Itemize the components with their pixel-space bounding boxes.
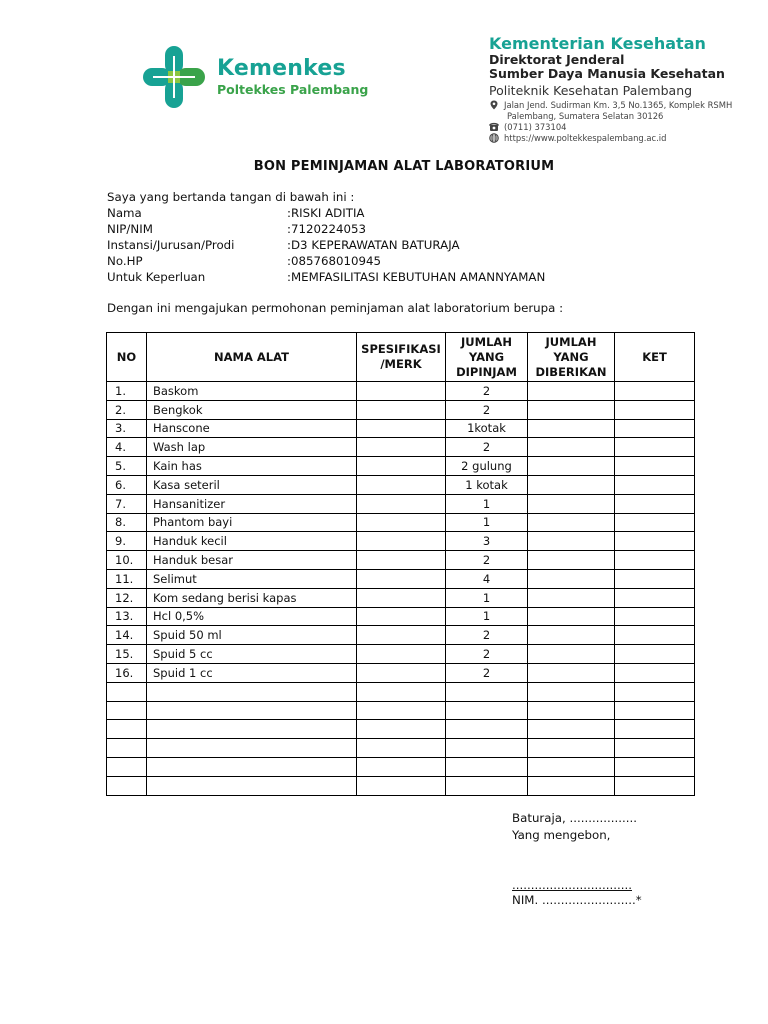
cell-jumlah-diberikan — [528, 438, 615, 457]
cell-ket — [615, 739, 695, 758]
cell-spesifikasi — [357, 682, 446, 701]
phone-row — [489, 122, 566, 132]
cell-spesifikasi — [357, 607, 446, 626]
cell-spesifikasi — [357, 569, 446, 588]
table-row — [107, 701, 695, 720]
cell-ket — [615, 400, 695, 419]
cell-jumlah-diberikan — [528, 701, 615, 720]
cell-jumlah-diberikan — [528, 569, 615, 588]
cell-jumlah-dipinjam — [446, 720, 528, 739]
cell-ket — [615, 588, 695, 607]
cell-jumlah-dipinjam: 1 — [446, 494, 528, 513]
header-no: NO — [107, 333, 147, 382]
cell-jumlah-dipinjam: 3 — [446, 532, 528, 551]
header-spesifikasi-line2: /MERK — [380, 357, 422, 371]
field-value-nip: :7120224053 — [287, 222, 367, 236]
cell-jumlah-diberikan — [528, 400, 615, 419]
field-label-nohp: No.HP — [107, 254, 143, 268]
cell-nama-alat: Kain has — [147, 457, 357, 476]
cell-jumlah-dipinjam — [446, 739, 528, 758]
cell-no: 11. — [107, 569, 147, 588]
address-line1: Jalan Jend. Sudirman Km. 3,5 No.1365, Komplek RSMH — [504, 100, 733, 110]
cell-no: 6. — [107, 475, 147, 494]
directorate-line2: Sumber Daya Manusia Kesehatan — [489, 66, 725, 81]
table-row — [107, 645, 695, 664]
cell-no — [107, 776, 147, 795]
phone-icon — [489, 122, 499, 132]
cell-spesifikasi — [357, 720, 446, 739]
header-dipinjam-line3: DIPINJAM — [456, 364, 517, 379]
cell-no: 14. — [107, 626, 147, 645]
table-row — [107, 494, 695, 513]
field-label-keperluan: Untuk Keperluan — [107, 270, 206, 284]
cell-jumlah-dipinjam: 1kotak — [446, 419, 528, 438]
cell-nama-alat — [147, 739, 357, 758]
cell-jumlah-dipinjam: 1 — [446, 607, 528, 626]
location-pin-icon — [489, 100, 499, 110]
cell-jumlah-dipinjam: 2 — [446, 438, 528, 457]
document-title: BON PEMINJAMAN ALAT LABORATORIUM — [253, 159, 555, 174]
kemenkes-logo-icon — [143, 46, 205, 108]
cell-jumlah-diberikan — [528, 551, 615, 570]
table-row — [107, 626, 695, 645]
cell-ket — [615, 457, 695, 476]
cell-no: 5. — [107, 457, 147, 476]
cell-spesifikasi — [357, 457, 446, 476]
cell-nama-alat: Handuk besar — [147, 551, 357, 570]
cell-spesifikasi — [357, 494, 446, 513]
cell-no: 8. — [107, 513, 147, 532]
header-nama-alat: NAMA ALAT — [147, 333, 357, 382]
brand-name: Kemenkes — [217, 56, 346, 81]
cell-no: 4. — [107, 438, 147, 457]
cell-jumlah-diberikan — [528, 588, 615, 607]
table-row — [107, 551, 695, 570]
cell-ket — [615, 569, 695, 588]
cell-ket — [615, 419, 695, 438]
cell-nama-alat: Hcl 0,5% — [147, 607, 357, 626]
cell-nama-alat: Spuid 5 cc — [147, 645, 357, 664]
cell-no — [107, 757, 147, 776]
cell-spesifikasi — [357, 382, 446, 401]
cell-spesifikasi — [357, 645, 446, 664]
globe-icon — [489, 133, 499, 143]
cell-spesifikasi — [357, 532, 446, 551]
cell-jumlah-dipinjam: 2 — [446, 400, 528, 419]
header-jumlah-diberikan — [528, 333, 615, 382]
cell-ket — [615, 532, 695, 551]
cell-nama-alat: Spuid 1 cc — [147, 663, 357, 682]
cell-nama-alat: Kom sedang berisi kapas — [147, 588, 357, 607]
address-line2: Palembang, Sumatera Selatan 30126 — [507, 111, 664, 121]
cell-jumlah-dipinjam — [446, 682, 528, 701]
header-dipinjam-line2: YANG — [468, 349, 505, 364]
cell-jumlah-diberikan — [528, 626, 615, 645]
cell-ket — [615, 626, 695, 645]
cell-jumlah-dipinjam: 2 gulung — [446, 457, 528, 476]
table-row — [107, 475, 695, 494]
cell-nama-alat: Handuk kecil — [147, 532, 357, 551]
cell-jumlah-dipinjam: 2 — [446, 645, 528, 664]
cell-ket — [615, 645, 695, 664]
cell-nama-alat — [147, 720, 357, 739]
table-row — [107, 569, 695, 588]
cell-ket — [615, 551, 695, 570]
field-value-instansi: :D3 KEPERAWATAN BATURAJA — [287, 238, 460, 252]
cell-jumlah-dipinjam: 1 — [446, 588, 528, 607]
table-row — [107, 663, 695, 682]
cell-jumlah-dipinjam: 4 — [446, 569, 528, 588]
header-jumlah-dipinjam — [446, 333, 528, 382]
table-row — [107, 513, 695, 532]
cell-jumlah-diberikan — [528, 532, 615, 551]
ministry-name: Kementerian Kesehatan — [489, 34, 706, 53]
cell-ket — [615, 757, 695, 776]
table-row — [107, 757, 695, 776]
cell-spesifikasi — [357, 551, 446, 570]
cell-nama-alat — [147, 682, 357, 701]
cell-jumlah-dipinjam: 2 — [446, 551, 528, 570]
header-spesifikasi-line1: SPESIFIKASI — [361, 342, 441, 356]
cell-nama-alat: Phantom bayi — [147, 513, 357, 532]
cell-nama-alat: Bengkok — [147, 400, 357, 419]
header-dipinjam-line1: JUMLAH — [461, 334, 512, 349]
cell-nama-alat: Baskom — [147, 382, 357, 401]
cell-spesifikasi — [357, 400, 446, 419]
cell-ket — [615, 382, 695, 401]
cell-spesifikasi — [357, 776, 446, 795]
table-body — [107, 382, 695, 796]
website-row — [489, 133, 666, 143]
cell-ket — [615, 701, 695, 720]
cell-ket — [615, 682, 695, 701]
cell-jumlah-dipinjam: 1 — [446, 513, 528, 532]
cell-no: 3. — [107, 419, 147, 438]
table-row — [107, 438, 695, 457]
directorate-line1: Direktorat Jenderal — [489, 52, 625, 67]
cell-jumlah-diberikan — [528, 776, 615, 795]
cell-no: 7. — [107, 494, 147, 513]
field-value-nohp: :085768010945 — [287, 254, 382, 268]
cell-spesifikasi — [357, 663, 446, 682]
address-row — [489, 100, 732, 110]
cell-ket — [615, 494, 695, 513]
cell-jumlah-dipinjam: 2 — [446, 382, 528, 401]
field-label-nama: Nama — [107, 206, 142, 220]
cell-no: 9. — [107, 532, 147, 551]
cell-jumlah-diberikan — [528, 645, 615, 664]
cell-nama-alat: Kasa seteril — [147, 475, 357, 494]
cell-nama-alat: Hanscone — [147, 419, 357, 438]
cell-no — [107, 720, 147, 739]
cell-no: 16. — [107, 663, 147, 682]
cell-ket — [615, 475, 695, 494]
table-row — [107, 720, 695, 739]
cell-nama-alat — [147, 776, 357, 795]
cell-jumlah-diberikan — [528, 457, 615, 476]
cell-nama-alat: Hansanitizer — [147, 494, 357, 513]
cell-jumlah-dipinjam — [446, 776, 528, 795]
cell-no: 15. — [107, 645, 147, 664]
cell-jumlah-diberikan — [528, 475, 615, 494]
intro-text: Saya yang bertanda tangan di bawah ini : — [107, 190, 355, 204]
cell-no — [107, 701, 147, 720]
cell-nama-alat: Spuid 50 ml — [147, 626, 357, 645]
cell-jumlah-diberikan — [528, 739, 615, 758]
cell-no: 2. — [107, 400, 147, 419]
signature-name-line: ................................ — [512, 878, 632, 892]
table-row — [107, 419, 695, 438]
table-row — [107, 400, 695, 419]
cell-nama-alat: Selimut — [147, 569, 357, 588]
table-row — [107, 682, 695, 701]
cell-spesifikasi — [357, 757, 446, 776]
table-row — [107, 532, 695, 551]
cell-jumlah-diberikan — [528, 494, 615, 513]
cell-no — [107, 739, 147, 758]
cell-spesifikasi — [357, 513, 446, 532]
cell-jumlah-diberikan — [528, 720, 615, 739]
cell-spesifikasi — [357, 739, 446, 758]
cell-jumlah-diberikan — [528, 607, 615, 626]
brand-subtitle: Poltekkes Palembang — [217, 82, 369, 97]
cell-ket — [615, 513, 695, 532]
header-ket: KET — [615, 333, 695, 382]
request-text: Dengan ini mengajukan permohonan peminjaman alat laboratorium berupa : — [107, 301, 564, 315]
cell-ket — [615, 776, 695, 795]
field-label-nip: NIP/NIM — [107, 222, 153, 236]
table-row — [107, 382, 695, 401]
field-value-nama: :RISKI ADITIA — [287, 206, 365, 220]
cell-jumlah-dipinjam — [446, 701, 528, 720]
signature-role: Yang mengebon, — [512, 828, 611, 842]
field-label-instansi: Instansi/Jurusan/Prodi — [107, 238, 235, 252]
cell-ket — [615, 720, 695, 739]
cell-jumlah-diberikan — [528, 663, 615, 682]
table-header-row — [107, 333, 695, 382]
cell-spesifikasi — [357, 701, 446, 720]
header-diberikan-line3: DIBERIKAN — [535, 364, 607, 379]
table-row — [107, 739, 695, 758]
cell-jumlah-dipinjam — [446, 757, 528, 776]
field-value-keperluan: :MEMFASILITASI KEBUTUHAN AMANNYAMAN — [287, 270, 546, 284]
header-spesifikasi — [357, 333, 446, 382]
table-row — [107, 607, 695, 626]
cell-jumlah-dipinjam: 2 — [446, 626, 528, 645]
table-row — [107, 588, 695, 607]
cell-spesifikasi — [357, 438, 446, 457]
cell-jumlah-dipinjam: 1 kotak — [446, 475, 528, 494]
cell-ket — [615, 438, 695, 457]
cell-ket — [615, 663, 695, 682]
cell-no: 12. — [107, 588, 147, 607]
cell-ket — [615, 607, 695, 626]
cell-nama-alat — [147, 757, 357, 776]
cell-nama-alat — [147, 701, 357, 720]
school-name: Politeknik Kesehatan Palembang — [489, 83, 693, 98]
cell-jumlah-dipinjam: 2 — [446, 663, 528, 682]
cell-jumlah-diberikan — [528, 382, 615, 401]
phone-number: (0711) 373104 — [504, 122, 567, 132]
cell-spesifikasi — [357, 588, 446, 607]
header-diberikan-line2: YANG — [553, 349, 589, 364]
cell-spesifikasi — [357, 419, 446, 438]
header-diberikan-line1: JUMLAH — [545, 334, 597, 349]
equipment-table — [106, 332, 695, 796]
cell-no: 13. — [107, 607, 147, 626]
cell-jumlah-diberikan — [528, 513, 615, 532]
cell-no: 10. — [107, 551, 147, 570]
cell-jumlah-diberikan — [528, 682, 615, 701]
cell-jumlah-diberikan — [528, 757, 615, 776]
cell-no — [107, 682, 147, 701]
signature-place-date: Baturaja, .................. — [512, 811, 638, 825]
cell-nama-alat: Wash lap — [147, 438, 357, 457]
website-url: https://www.poltekkespalembang.ac.id — [504, 133, 667, 143]
table-row — [107, 457, 695, 476]
table-row — [107, 776, 695, 795]
signature-nim-line: NIM. .........................* — [512, 893, 642, 907]
cell-spesifikasi — [357, 475, 446, 494]
cell-spesifikasi — [357, 626, 446, 645]
cell-no: 1. — [107, 382, 147, 401]
cell-jumlah-diberikan — [528, 419, 615, 438]
